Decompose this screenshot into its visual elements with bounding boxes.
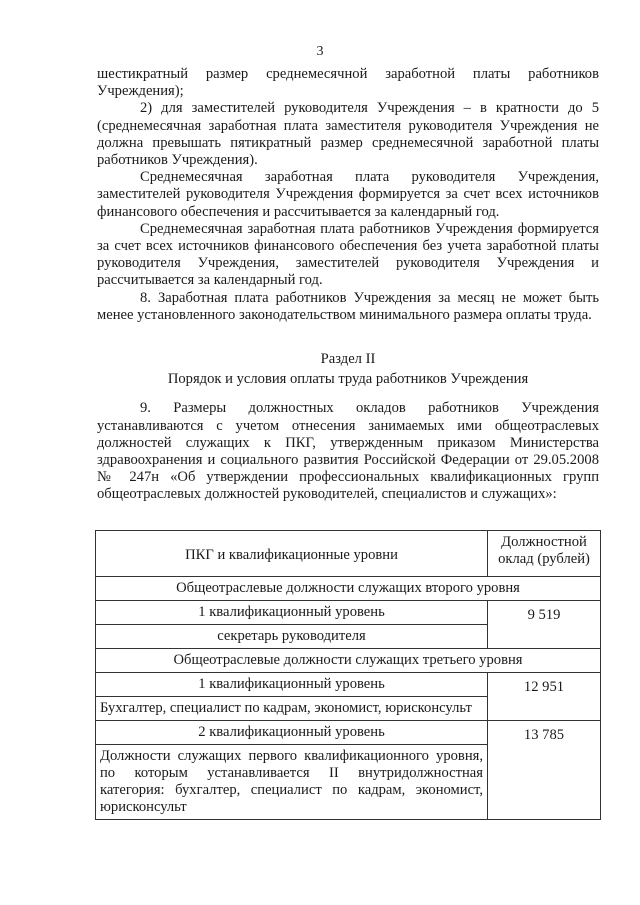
qualification-level: 2 квалификационный уровень	[96, 721, 488, 745]
qualification-level: 1 квалификационный уровень	[96, 673, 488, 697]
paragraph-manager-salary: Среднемесячная заработная плата руководителя Учреждения, заместителей руководителя Учреждения формируется за счет всех источников финансового обеспечения и рассчитывается за календарный год.	[97, 169, 599, 220]
group-title-level2: Общеотраслевые должности служащих второго уровня	[96, 577, 601, 601]
section-subtitle: Порядок и условия оплаты труда работников Учреждения	[167, 371, 529, 388]
table-header-salary: Должностной оклад (рублей)	[488, 531, 601, 577]
paragraph-workers-salary: Среднемесячная заработная плата работников Учреждения формируется за счет всех источников финансового обеспечения без учета заработной платы руководителя Учреждения, заместителей руководителя Учреждения и рассчитывается за календарный год.	[97, 220, 599, 289]
section-title: Раздел II	[320, 351, 376, 368]
table-row	[96, 649, 601, 673]
qualification-level: 1 квалификационный уровень	[96, 601, 488, 625]
table-row	[96, 601, 601, 625]
table-header-row	[96, 531, 601, 577]
paragraph-deputy-ratio: 2) для заместителей руководителя Учреждения – в кратности до 5 (среднемесячная заработная плата заместителя руководителя Учреждения не должна превышать пятикратный размер среднемесячной заработной платы работников Учреждения).	[97, 100, 599, 169]
paragraph-continuation: шестикратный размер среднемесячной заработной платы работников Учреждения);	[97, 66, 599, 100]
positions-list: Бухгалтер, специалист по кадрам, экономист, юрисконсульт	[96, 697, 488, 721]
positions-list: Должности служащих первого квалификационного уровня, по которым устанавливается II внутридолжностная категория: бухгалтер, специалист по кадрам, экономист, юрисконсульт	[96, 745, 488, 820]
page-number: 3	[316, 44, 324, 59]
document-body	[97, 66, 599, 504]
group-title-level3: Общеотраслевые должности служащих третьего уровня	[96, 649, 601, 673]
table-row	[96, 577, 601, 601]
positions-list: секретарь руководителя	[96, 625, 488, 649]
table-row	[96, 721, 601, 745]
table-row	[96, 673, 601, 697]
salary-value: 12 951	[488, 673, 601, 721]
salary-table	[95, 530, 601, 820]
table-header-pkg: ПКГ и квалификационные уровни	[96, 531, 488, 577]
paragraph-9: 9. Размеры должностных окладов работников Учреждения устанавливаются с учетом отнесения занимаемых ими общеотраслевых должностей служащих к ПКГ, утвержденным приказом Министерства здравоохранения и социального развития Российской Федерации от 29.05.2008 № 247н «Об утверждении профессиональных квалификационных групп общеотраслевых должностей руководителей, специалистов и служащих»:	[97, 400, 599, 503]
salary-value: 13 785	[488, 721, 601, 820]
salary-value: 9 519	[488, 601, 601, 649]
paragraph-minimum-wage: 8. Заработная плата работников Учреждения за месяц не может быть менее установленного законодательством минимального размера оплаты труда.	[97, 289, 599, 323]
